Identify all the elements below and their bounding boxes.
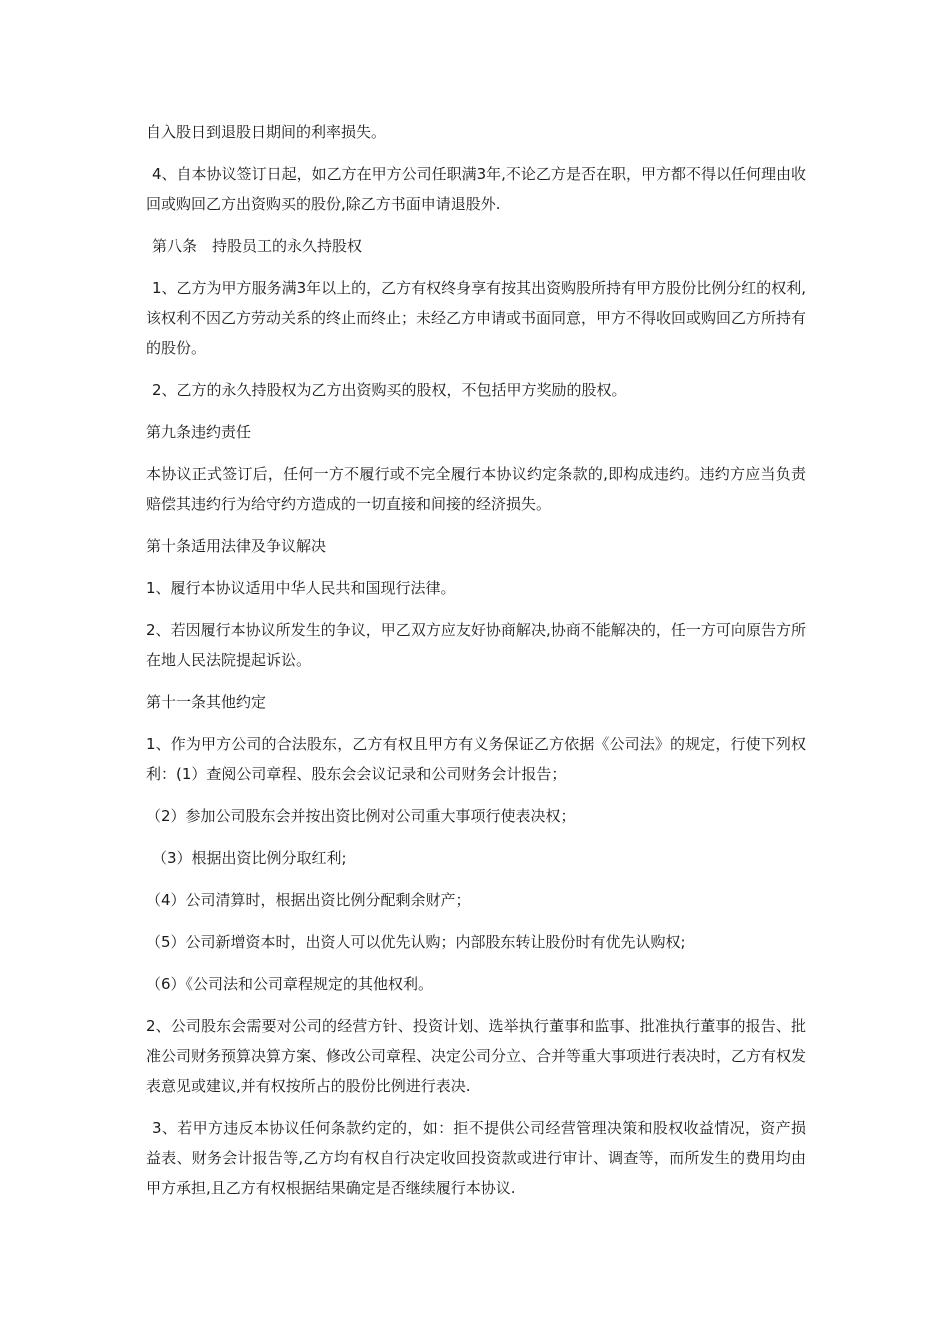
paragraph-article-9-body: 本协议正式签订后，任何一方不履行或不完全履行本协议约定条款的,即构成违约。违约方应当负责赔偿其违约行为给守约方造成的一切直接和间接的经济损失。 xyxy=(146,465,806,513)
paragraph-interest-loss: 自入股日到退股日期间的利率损失。 xyxy=(146,123,387,141)
list-item-right-5: （5）公司新增资本时，出资人可以优先认购；内部股东转让股份时有优先认购权; xyxy=(146,933,686,951)
heading-article-8: 第八条 持股员工的永久持股权 xyxy=(152,237,363,255)
paragraph-article-8-clause-1: 1、乙方为甲方服务满3年以上的，乙方有权终身享有按其出资购股所持有甲方股份比例分红的权利,该权利不因乙方劳动关系的终止而终止；未经乙方申请或书面同意，甲方不得收回或购回乙方所持有的股份。 xyxy=(146,279,807,357)
heading-article-11: 第十一条其他约定 xyxy=(146,693,267,711)
paragraph-article-10-clause-1: 1、履行本协议适用中华人民共和国现行法律。 xyxy=(146,579,456,597)
list-item-right-3: （3）根据出资比例分取红利; xyxy=(152,849,347,867)
list-item-right-2: （2）参加公司股东会并按出资比例对公司重大事项行使表决权； xyxy=(146,807,576,825)
paragraph-article-11-clause-3: 3、若甲方违反本协议任何条款约定的，如：拒不提供公司经营管理决策和股权收益情况，资产损益表、财务会计报告等,乙方均有权自行决定收回投资款或进行审计、调查等，而所发生的费用均由甲方承担,且乙方有权根据结果确定是否继续履行本协议. xyxy=(146,1119,806,1197)
paragraph-clause-4-no-buyback: 4、自本协议签订日起，如乙方在甲方公司任职满3年,不论乙方是否在职，甲方都不得以任何理由收回或购回乙方出资购买的股份,除乙方书面申请退股外. xyxy=(146,165,806,213)
paragraph-article-8-clause-2: 2、乙方的永久持股权为乙方出资购买的股权，不包括甲方奖励的股权。 xyxy=(152,381,627,399)
document-page xyxy=(146,117,806,1215)
list-item-right-4: （4）公司清算时，根据出资比例分配剩余财产； xyxy=(146,891,471,909)
paragraph-article-11-clause-1: 1、作为甲方公司的合法股东，乙方有权且甲方有义务保证乙方依据《公司法》的规定，行使下列权利：(1）查阅公司章程、股东会会议记录和公司财务会计报告； xyxy=(146,735,806,783)
list-item-right-6: （6）《公司法和公司章程规定的其他权利。 xyxy=(146,975,434,993)
heading-article-9: 第九条违约责任 xyxy=(146,423,252,441)
paragraph-article-11-clause-2: 2、公司股东会需要对公司的经营方针、投资计划、选举执行董事和监事、批准执行董事的报告、批准公司财务预算决算方案、修改公司章程、决定公司分立、合并等重大事项进行表决时，乙方有权发表意见或建议,并有权按所占的股份比例进行表决. xyxy=(146,1017,807,1095)
heading-article-10: 第十条适用法律及争议解决 xyxy=(146,537,327,555)
paragraph-article-10-clause-2: 2、若因履行本协议所发生的争议，甲乙双方应友好协商解决,协商不能解决的，任一方可向原告方所在地人民法院提起诉讼。 xyxy=(146,621,806,669)
